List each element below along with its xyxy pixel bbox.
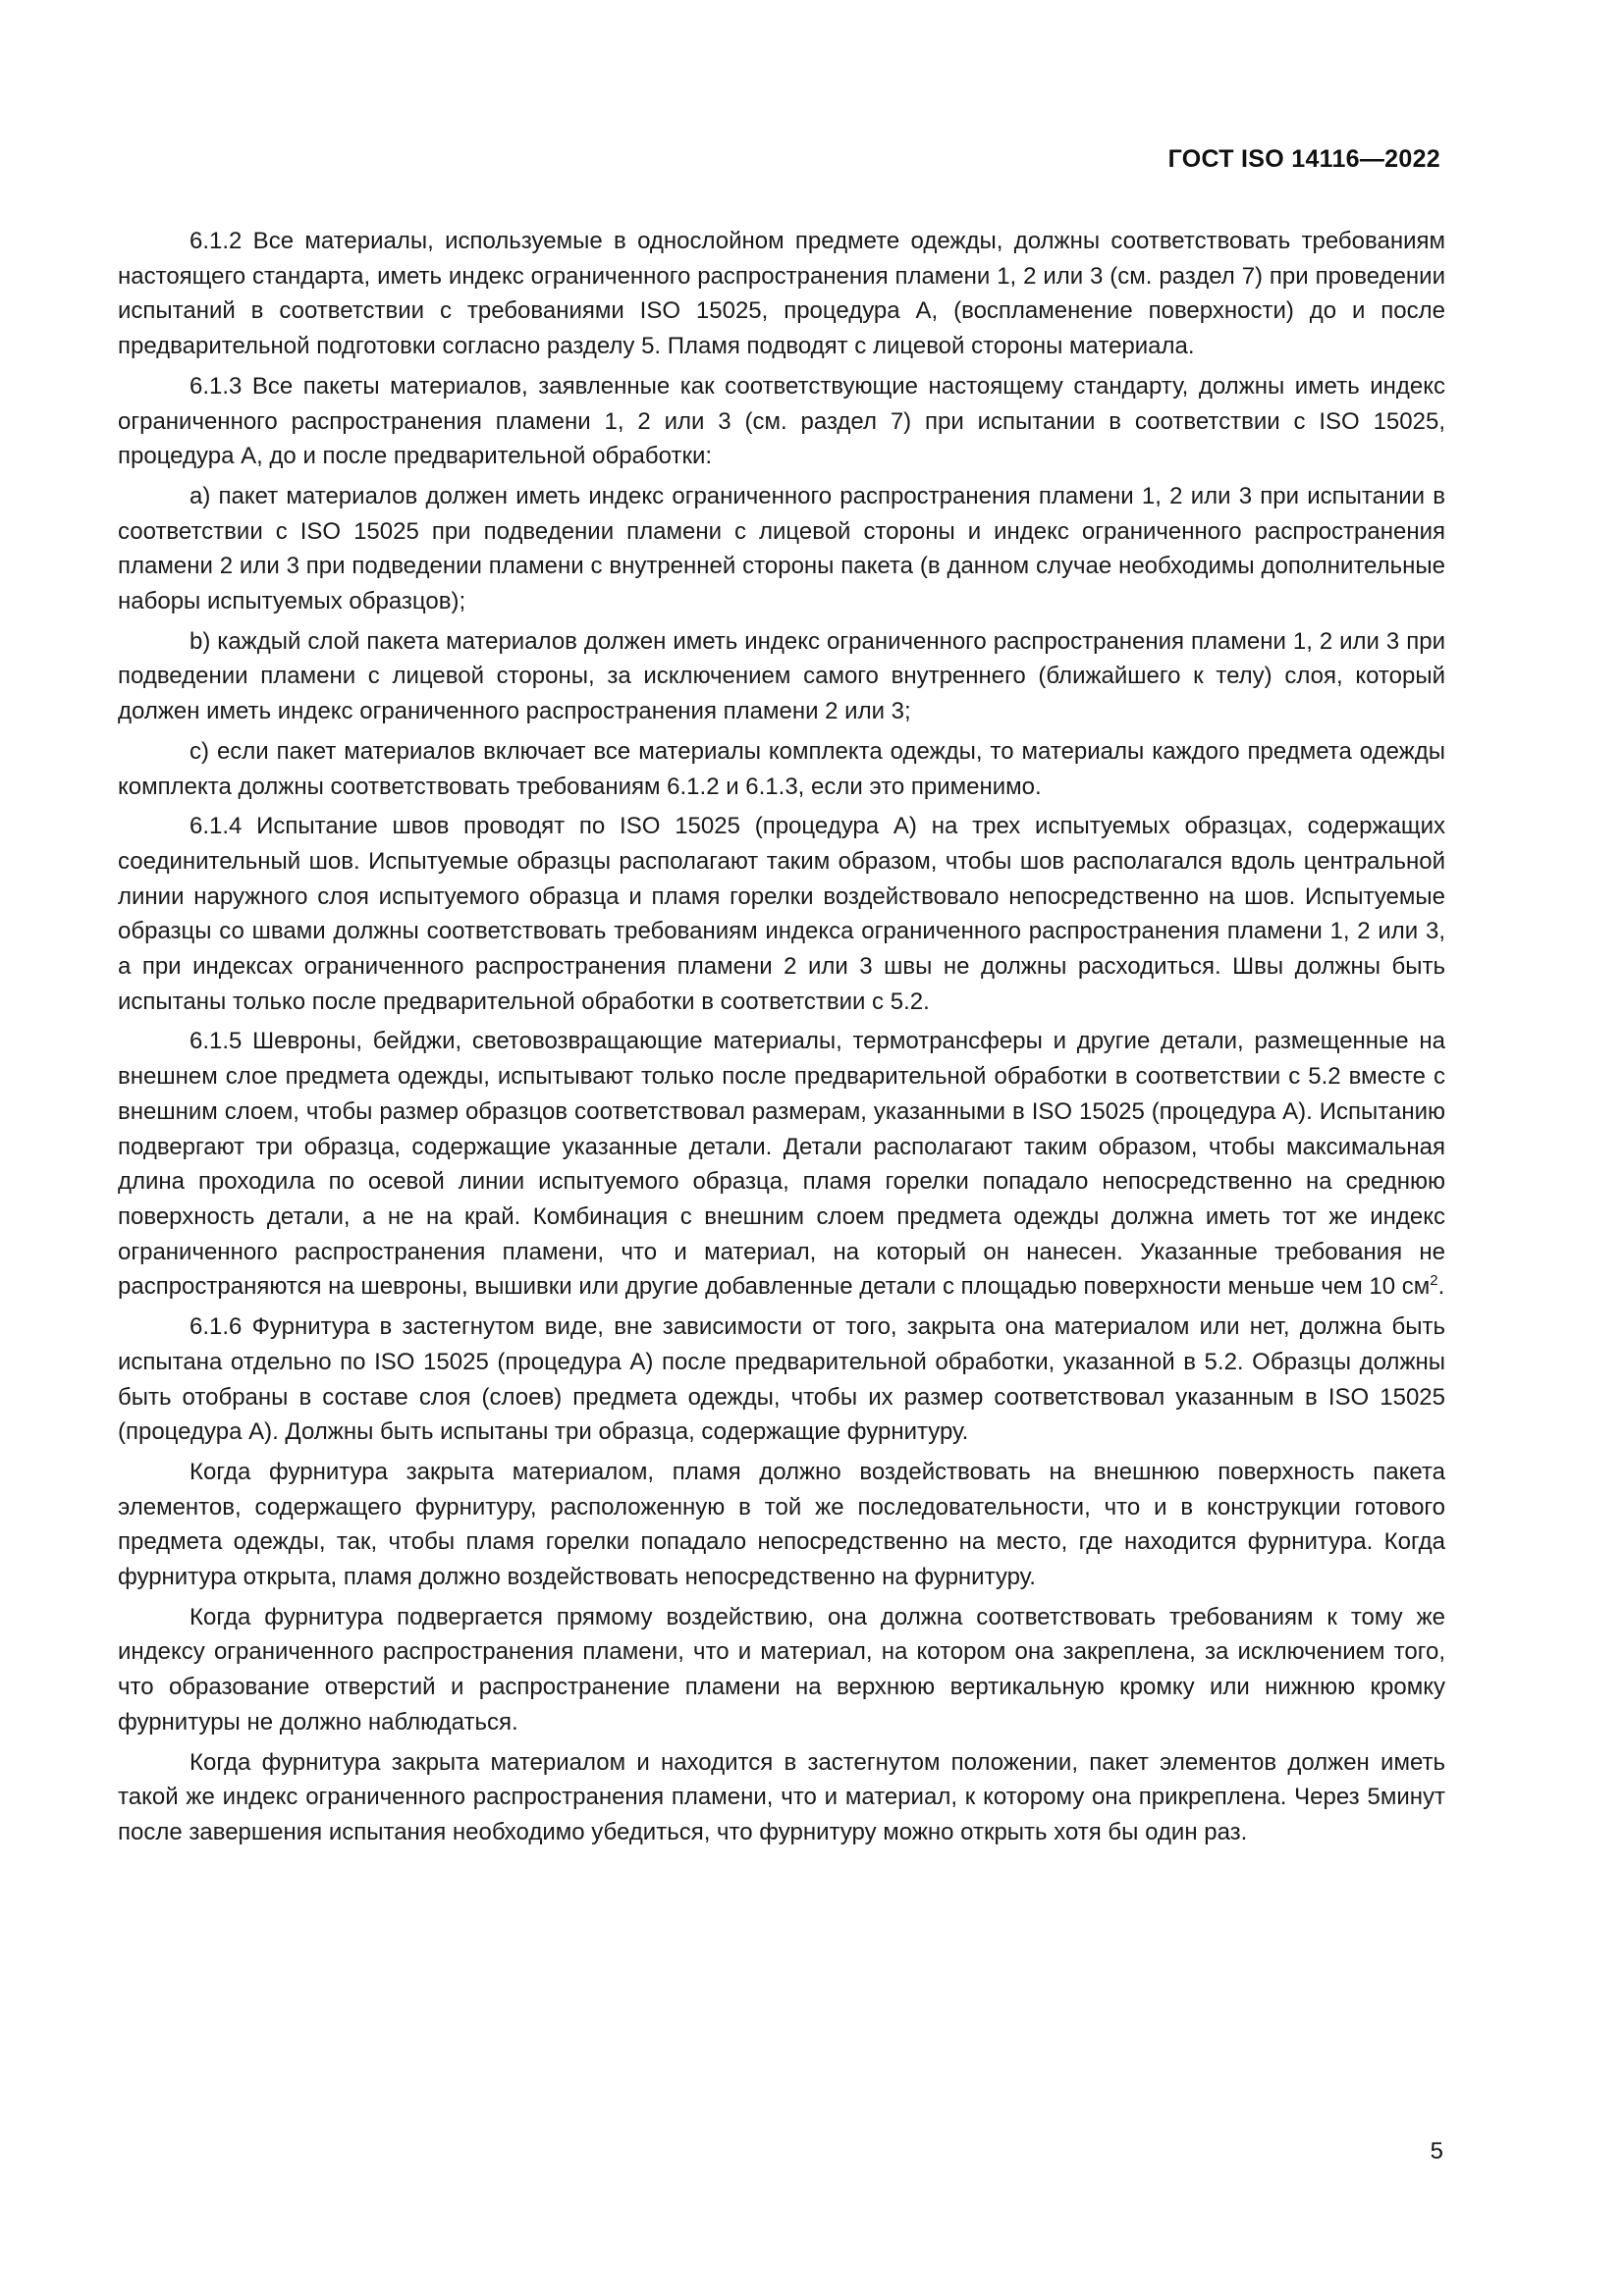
standard-code-header: ГОСТ ISO 14116—2022 [1167, 145, 1440, 173]
document-body [118, 224, 1445, 1855]
paragraph-6-1-2: 6.1.2 Все материалы, используемые в однослойном предмете одежды, должны соответствовать требованиям настоящего стандарта, иметь индекс ограниченного распространения пламени 1, 2 или 3 (см. раздел 7) при проведении испытаний в соответствии с требованиями ISO 15025, процедура А, (воспламенение поверхности) до и после предварительной подготовки согласно разделу 5. Пламя подводят с лицевой стороны материала. [118, 228, 1445, 360]
list-item-b: b) каждый слой пакета материалов должен иметь индекс ограниченного распространения пламени 1, 2 или 3 при подведении пламени с лицевой стороны, за исключением самого внутреннего (ближайшего к телу) слоя, который должен иметь индекс ограниченного распространения пламени 2 или 3; [118, 627, 1445, 725]
paragraph-6-1-5 [118, 1024, 1445, 1305]
paragraph-6-1-4: 6.1.4 Испытание швов проводят по ISO 15025 (процедура А) на трех испытуемых образцах, содержащих соединительный шов. Испытуемые образцы располагают таким образом, чтобы шов располагался вдоль центральной линии наружного слоя испытуемого образца и пламя горелки воздействовало непосредственно на шов. Испытуемые образцы со швами должны соответствовать требованиям индекса ограниченного распространения пламени 1, 2 или 3, а при индексах ограниченного распространения пламени 2 или 3 швы не должны расходиться. Швы должны быть испытаны только после предварительной обработки в соответствии с 5.2. [118, 813, 1445, 1015]
paragraph-6-1-6: 6.1.6 Фурнитура в застегнутом виде, вне зависимости от того, закрыта она материалом или нет, должна быть испытана отдельно по ISO 15025 (процедура А) после предварительной обработки, указанной в 5.2. Образцы должны быть отобраны в составе слоя (слоев) предмета одежды, чтобы их размер соответствовал указанным в ISO 15025 (процедура А). Должны быть испытаны три образца, содержащие фурнитуру. [118, 1313, 1445, 1446]
page-number: 5 [1430, 2138, 1443, 2164]
square-unit-superscript: 2 [1430, 1272, 1438, 1290]
paragraph-6-1-5-text: 6.1.5 Шевроны, бейджи, световозвращающие материалы, термотрансферы и другие детали, размещенные на внешнем слое предмета одежды, испытывают только после предварительной обработки в соответствии с 5.2 вместе с внешним слоем, чтобы размер образцов соответствовал размерам, указанными в ISO 15025 (процедура А). Испытанию подвергают три образца, содержащие указанные детали. Детали располагают таким образом, чтобы максимальная длина проходила по осевой линии испытуемого образца, пламя горелки попадало непосредственно на среднюю поверхность детали, а не на край. Комбинация с внешним слоем предмета одежды должна иметь тот же индекс ограниченного распространения пламени, что и материал, на который он нанесен. Указанные требования не распространяются на шевроны, вышивки или другие добавленные детали с площадью поверхности меньше чем 10 см [118, 1028, 1445, 1301]
paragraph-6-1-5-period: . [1437, 1273, 1445, 1301]
paragraph-hardware-covered: Когда фурнитура закрыта материалом, пламя должно воздействовать на внешнюю поверхность пакета элементов, содержащего фурнитуру, расположенную в той же последовательности, что и в конструкции готового предмета одежды, так, чтобы пламя горелки попадало непосредственно на место, где находится фурнитура. Когда фурнитура открыта, пламя должно воздействовать непосредственно на фурнитуру. [118, 1458, 1445, 1591]
list-item-c: c) если пакет материалов включает все материалы комплекта одежды, то материалы каждого предмета одежды комплекта должны соответствовать требованиям 6.1.2 и 6.1.3, если это применимо. [118, 737, 1445, 800]
paragraph-hardware-exposed: Когда фурнитура подвергается прямому воздействию, она должна соответствовать требованиям к тому же индексу ограниченного распространения пламени, что и материал, на котором она закреплена, за исключением того, что образование отверстий и распространение пламени на верхнюю вертикальную кромку или нижнюю кромку фурнитуры не должно наблюдаться. [118, 1603, 1445, 1735]
list-item-a: a) пакет материалов должен иметь индекс ограниченного распространения пламени 1, 2 или 3 при испытании в соответствии с ISO 15025 при подведении пламени с лицевой стороны и индекс ограниченного распространения пламени 2 или 3 при подведении пламени с внутренней стороны пакета (в данном случае необходимы дополнительные наборы испытуемых образцов); [118, 482, 1445, 615]
paragraph-hardware-fastened: Когда фурнитура закрыта материалом и находится в застегнутом положении, пакет элементов должен иметь такой же индекс ограниченного распространения пламени, что и материал, к которому она прикреплена. Через 5минут после завершения испытания необходимо убедиться, что фурнитуру можно открыть хотя бы один раз. [118, 1748, 1445, 1845]
paragraph-6-1-3: 6.1.3 Все пакеты материалов, заявленные как соответствующие настоящему стандарту, должны иметь индекс ограниченного распространения пламени 1, 2 или 3 (см. раздел 7) при испытании в соответствии с ISO 15025, процедура А, до и после предварительной обработки: [118, 372, 1445, 470]
